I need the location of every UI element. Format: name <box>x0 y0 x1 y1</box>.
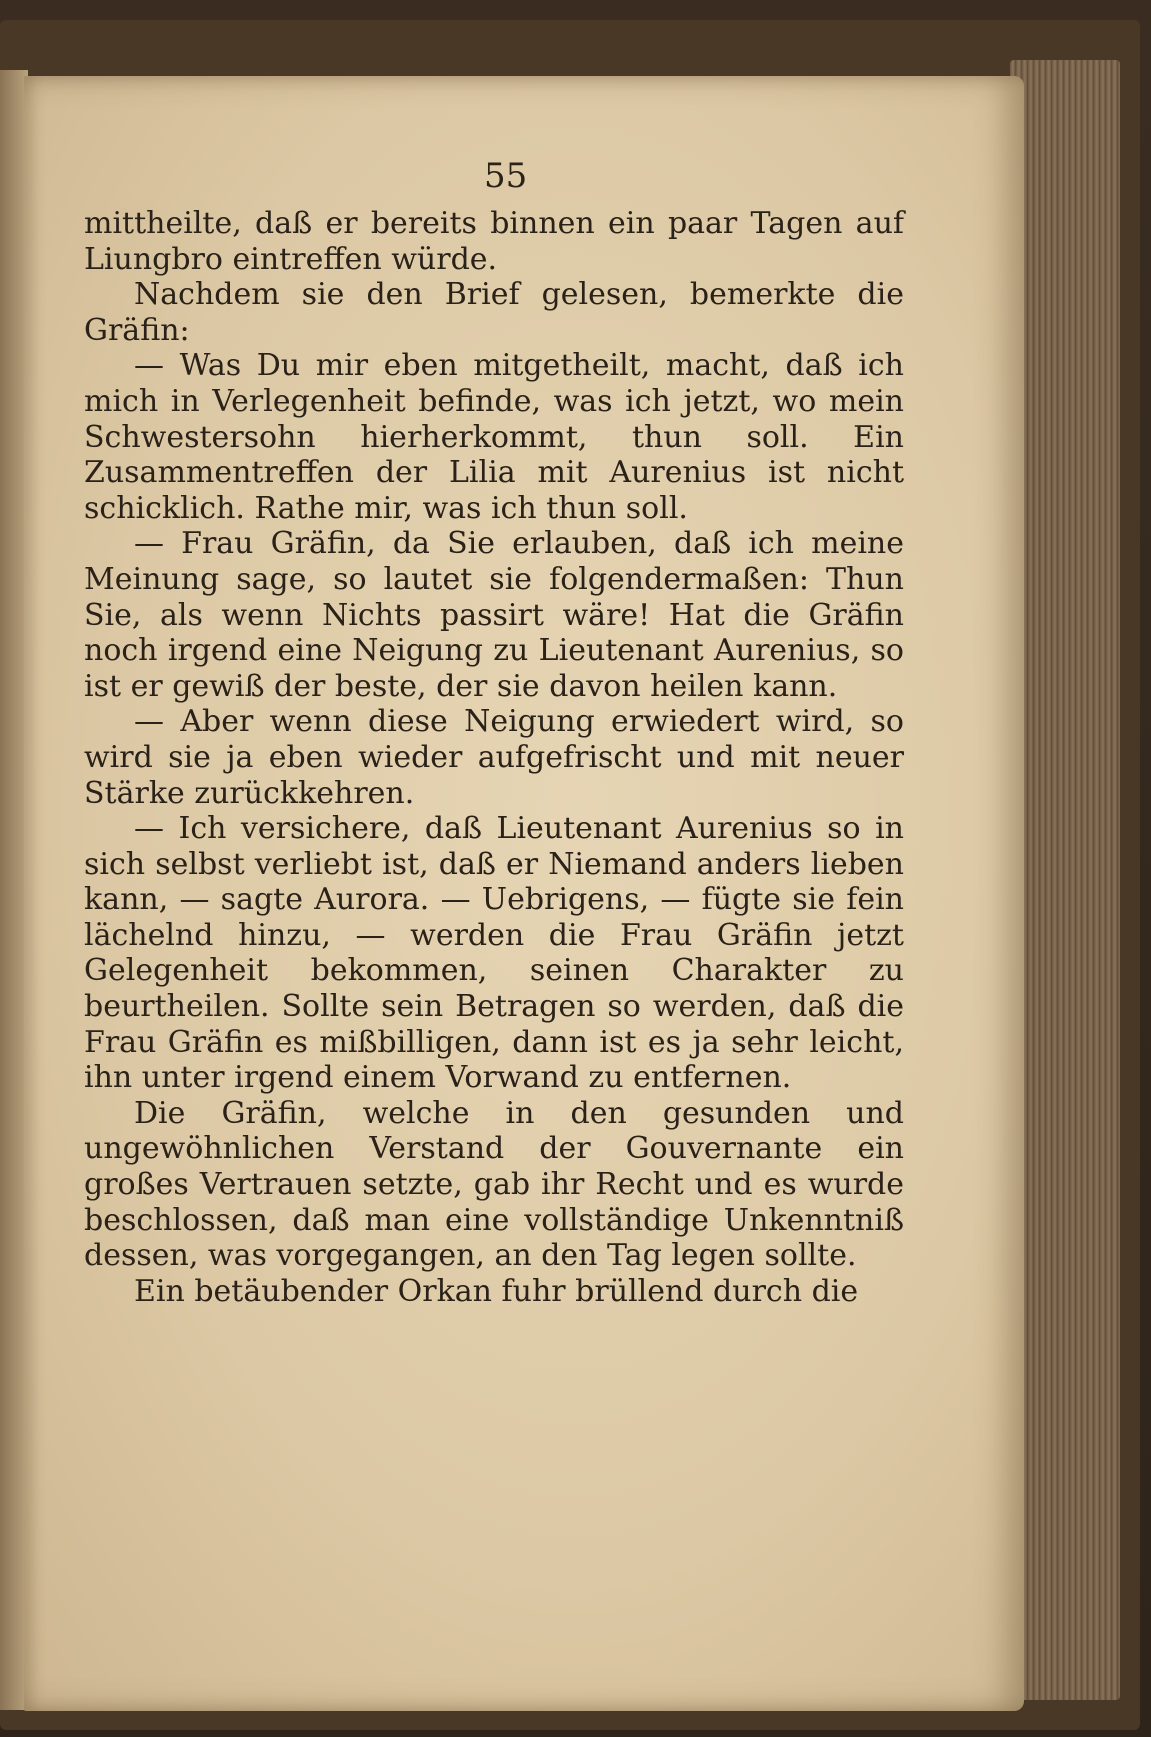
paragraph: — Was Du mir eben mitgetheilt, macht, daß ich mich in Verlegenheit befinde, was ich jetzt, wo mein Schwestersohn hierherkommt, thun soll. Ein Zusammentreffen der Lilia mit Aurenius ist nicht schicklich. Rathe mir, was ich thun soll. <box>84 348 904 526</box>
body-text <box>84 206 904 1309</box>
paragraph: mittheilte, daß er bereits binnen ein paar Tagen auf Liungbro eintreffen würde. <box>84 206 904 277</box>
paragraph: Ein betäubender Orkan fuhr brüllend durch die <box>134 1273 859 1309</box>
paragraph: — Frau Gräfin, da Sie erlauben, daß ich meine Meinung sage, so lautet sie folgendermaßen: Thun Sie, als wenn Nichts passirt wäre! Hat die Gräfin noch irgend eine Neigung zu Lieutenant Aurenius, so ist er gewiß der beste, der sie davon heilen kann. <box>84 526 904 704</box>
page-number: 55 <box>484 156 528 196</box>
paragraph: — Aber wenn diese Neigung erwiedert wird, so wird sie ja eben wieder aufgefrischt und mit neuer Stärke zurückkehren. <box>84 704 904 811</box>
page-stack-edge <box>1010 60 1120 1700</box>
paragraph: — Ich versichere, daß Lieutenant Aurenius so in sich selbst verliebt ist, daß er Niemand anders lieben kann, — sagte Aurora. — Uebrigens, — fügte sie fein lächelnd hinzu, — werden die Frau Gräfin jetzt Gelegenheit bekommen, seinen Charakter zu beurtheilen. Sollte sein Betragen so werden, daß die Frau Gräfin es mißbilligen, dann ist es ja sehr leicht, ihn unter irgend einem Vorwand zu entfernen. <box>84 811 904 1096</box>
paragraph: Die Gräfin, welche in den gesunden und ungewöhnlichen Verstand der Gouvernante ein großes Vertrauen setzte, gab ihr Recht und es wurde beschlossen, daß man eine vollständige Unkenntniß dessen, was vorgegangen, an den Tag legen sollte. <box>84 1095 904 1274</box>
book-page <box>24 76 1024 1711</box>
paragraph: Nachdem sie den Brief gelesen, bemerkte die Gräfin: <box>84 277 904 348</box>
